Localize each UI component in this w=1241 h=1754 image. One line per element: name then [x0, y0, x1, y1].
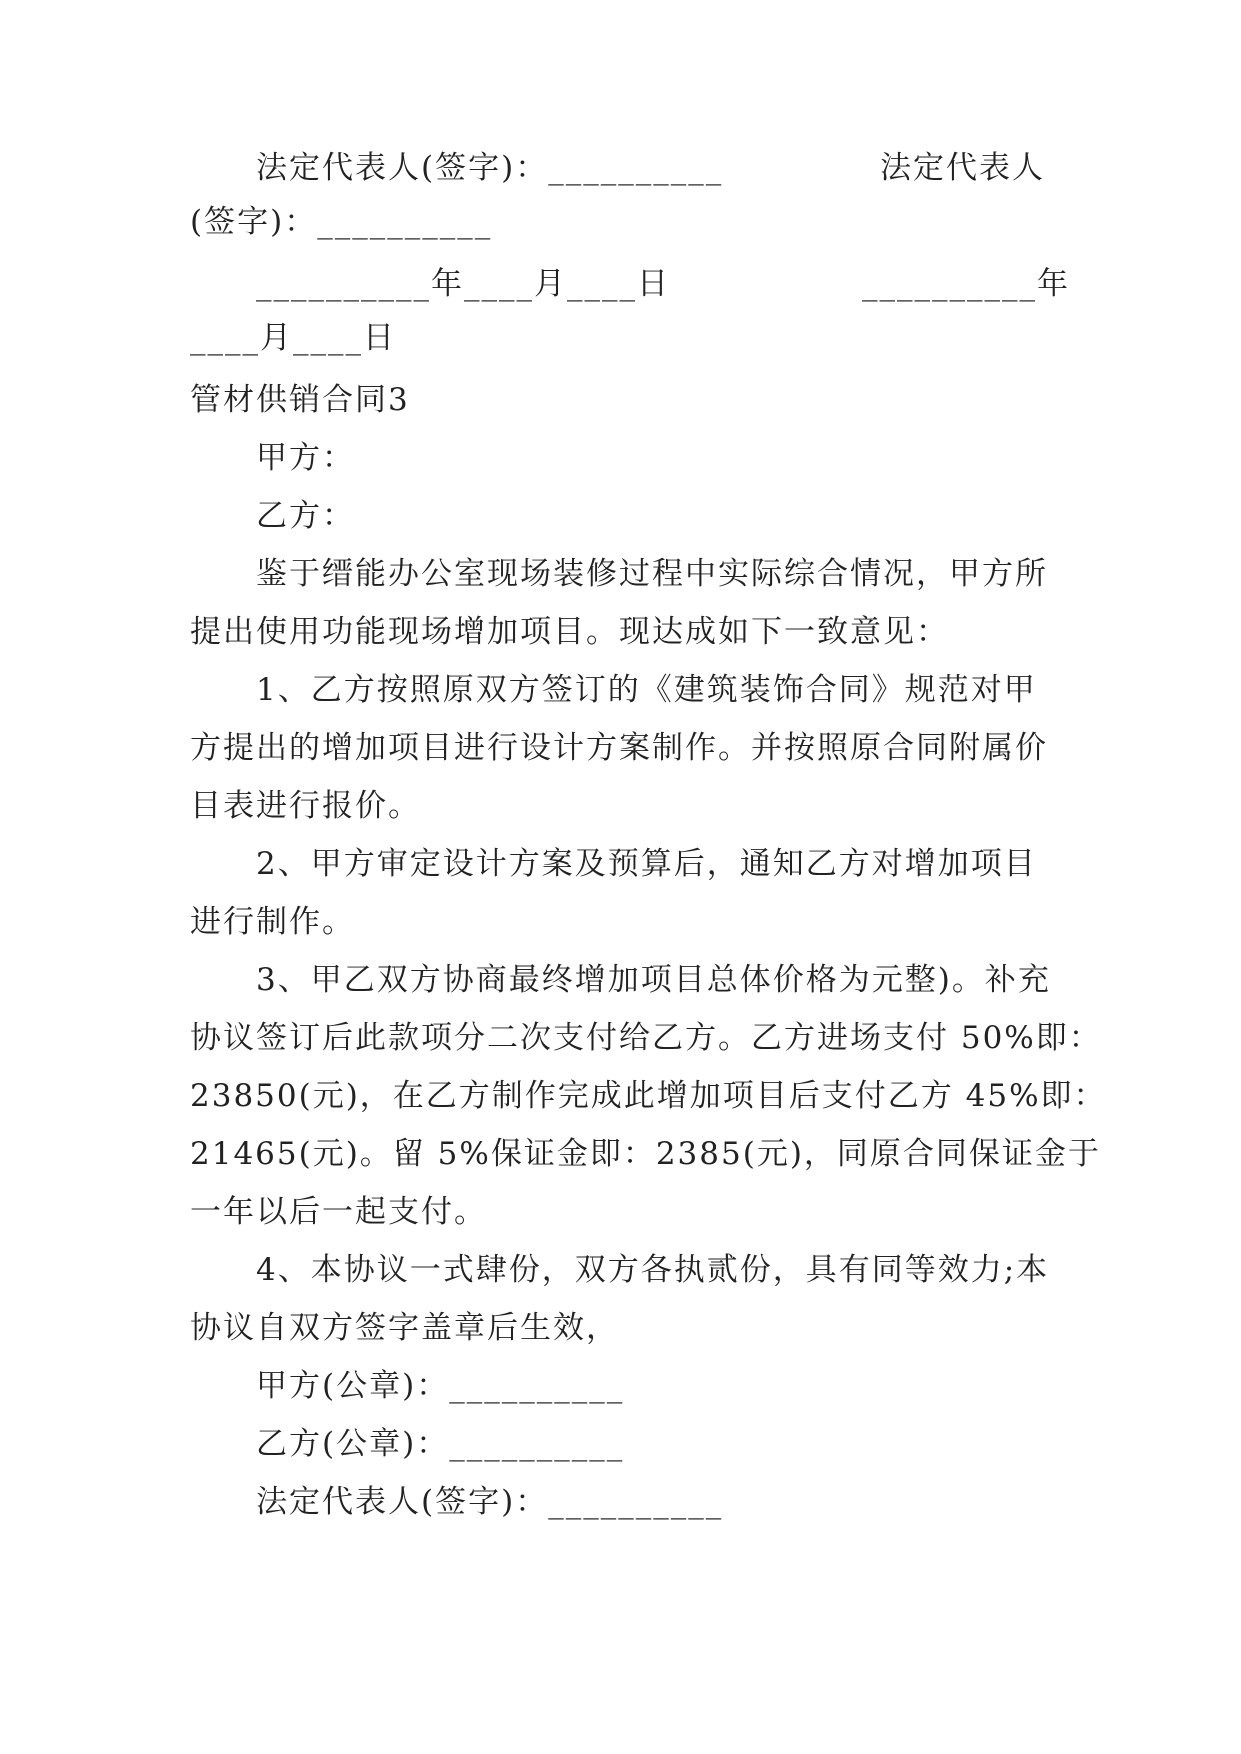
clause-3-line-5: 一年以后一起支付。	[190, 1194, 487, 1230]
clause-4-line-1: 4、本协议一式肆份，双方各执贰份，具有同等效力;本	[256, 1252, 1050, 1288]
clause-1-line-1: 1、乙方按照原双方签订的《建筑装饰合同》规范对甲	[256, 672, 1037, 708]
signature-line-party-b-rep-end: (签字)：__________	[190, 204, 493, 240]
party-a-label: 甲方：	[256, 440, 355, 476]
preamble-line-1: 鉴于缙能办公室现场装修过程中实际综合情况，甲方所	[256, 556, 1048, 592]
signature-line-party-a-rep: 法定代表人(签字)：__________	[256, 150, 724, 186]
clause-3-line-2: 协议签订后此款项分二次支付给乙方。乙方进场支付 50%即：	[190, 1020, 1102, 1056]
date-line-party-b-start: __________年	[862, 266, 1070, 302]
clause-1-line-2: 方提出的增加项目进行设计方案制作。并按照原合同附属价	[190, 730, 1048, 766]
clause-3-line-4: 21465(元)。留 5%保证金即：2385(元)，同原合同保证金于	[190, 1136, 1101, 1172]
clause-2-line-2: 进行制作。	[190, 904, 355, 940]
party-a-seal-line: 甲方(公章)：__________	[256, 1368, 625, 1404]
date-line-party-b-end: ____月____日	[190, 320, 396, 356]
legal-rep-signature-line: 法定代表人(签字)：__________	[256, 1484, 724, 1520]
contract-heading: 管材供销合同3	[190, 382, 410, 418]
date-line-party-a: __________年____月____日	[256, 266, 670, 302]
clause-3-line-1: 3、甲乙双方协商最终增加项目总体价格为元整)。补充	[256, 962, 1051, 998]
clause-1-line-3: 目表进行报价。	[190, 788, 421, 824]
clause-3-line-3: 23850(元)，在乙方制作完成此增加项目后支付乙方 45%即：	[190, 1078, 1107, 1114]
preamble-line-2: 提出使用功能现场增加项目。现达成如下一致意见：	[190, 614, 949, 650]
clause-4-line-2: 协议自双方签字盖章后生效，	[190, 1310, 619, 1346]
party-b-label: 乙方：	[256, 498, 355, 534]
clause-2-line-1: 2、甲方审定设计方案及预算后，通知乙方对增加项目	[256, 846, 1037, 882]
signature-line-party-b-rep-start: 法定代表人	[880, 150, 1045, 186]
party-b-seal-line: 乙方(公章)：__________	[256, 1426, 625, 1462]
